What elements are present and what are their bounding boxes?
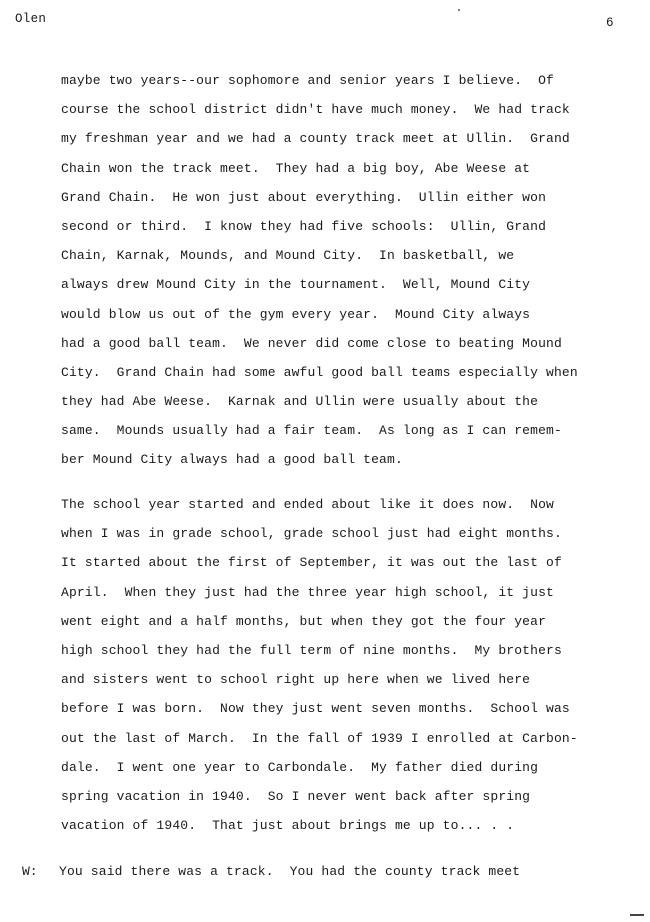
text-line: same. Mounds usually had a fair team. As long as I can remem- <box>61 423 562 439</box>
text-line: my freshman year and we had a county track meet at Ullin. Grand <box>61 131 570 147</box>
text-line: It started about the first of September, it was out the last of <box>61 555 562 571</box>
text-line: when I was in grade school, grade school just had eight months. <box>61 526 562 542</box>
text-line: before I was born. Now they just went seven months. School was <box>61 701 570 717</box>
question-text: You said there was a track. You had the county track meet <box>59 864 521 879</box>
text-line: April. When they just had the three year high school, it just <box>61 584 554 600</box>
text-line: would blow us out of the gym every year. Mound City always <box>61 306 531 322</box>
paragraph-track-and-basketball <box>61 66 578 475</box>
text-line: dale. I went one year to Carbondale. My father died during <box>61 759 539 775</box>
text-line: spring vacation in 1940. So I never went back after spring <box>61 788 531 804</box>
text-line: Chain won the track meet. They had a big boy, Abe Weese at <box>61 160 531 176</box>
text-line: maybe two years--our sophomore and senior years I believe. Of <box>61 73 554 88</box>
scan-corner-mark <box>630 914 644 916</box>
text-line: ber Mound City always had a good ball team. <box>61 452 403 468</box>
text-line: high school they had the full term of nine months. My brothers <box>61 642 562 658</box>
text-line: The school year started and ended about like it does now. Now <box>61 497 554 512</box>
text-line: vacation of 1940. That just about brings me up to... . . <box>61 818 515 834</box>
text-line: course the school district didn't have much money. We had track <box>61 102 570 118</box>
text-line: second or third. I know they had five schools: Ullin, Grand <box>61 218 547 234</box>
paragraph-school-year <box>61 490 578 840</box>
text-line: City. Grand Chain had some awful good ball teams especially when <box>61 364 578 380</box>
page-number: 6 <box>606 16 614 30</box>
scan-speck <box>458 9 460 11</box>
text-line: Chain, Karnak, Mounds, and Mound City. In basketball, we <box>61 248 515 264</box>
text-line: Grand Chain. He won just about everything. Ullin either won <box>61 189 547 205</box>
text-line: and sisters went to school right up here when we lived here <box>61 672 531 688</box>
text-line: they had Abe Weese. Karnak and Ullin were usually about the <box>61 394 539 410</box>
text-line: had a good ball team. We never did come close to beating Mound <box>61 335 562 351</box>
text-line: out the last of March. In the fall of 1939 I enrolled at Carbon- <box>61 730 578 746</box>
question-speaker-label: W: <box>22 864 38 879</box>
text-line: went eight and a half months, but when they got the four year <box>61 613 547 629</box>
header-interviewee-name: Olen <box>15 12 47 26</box>
text-line: always drew Mound City in the tournament. Well, Mound City <box>61 277 531 293</box>
